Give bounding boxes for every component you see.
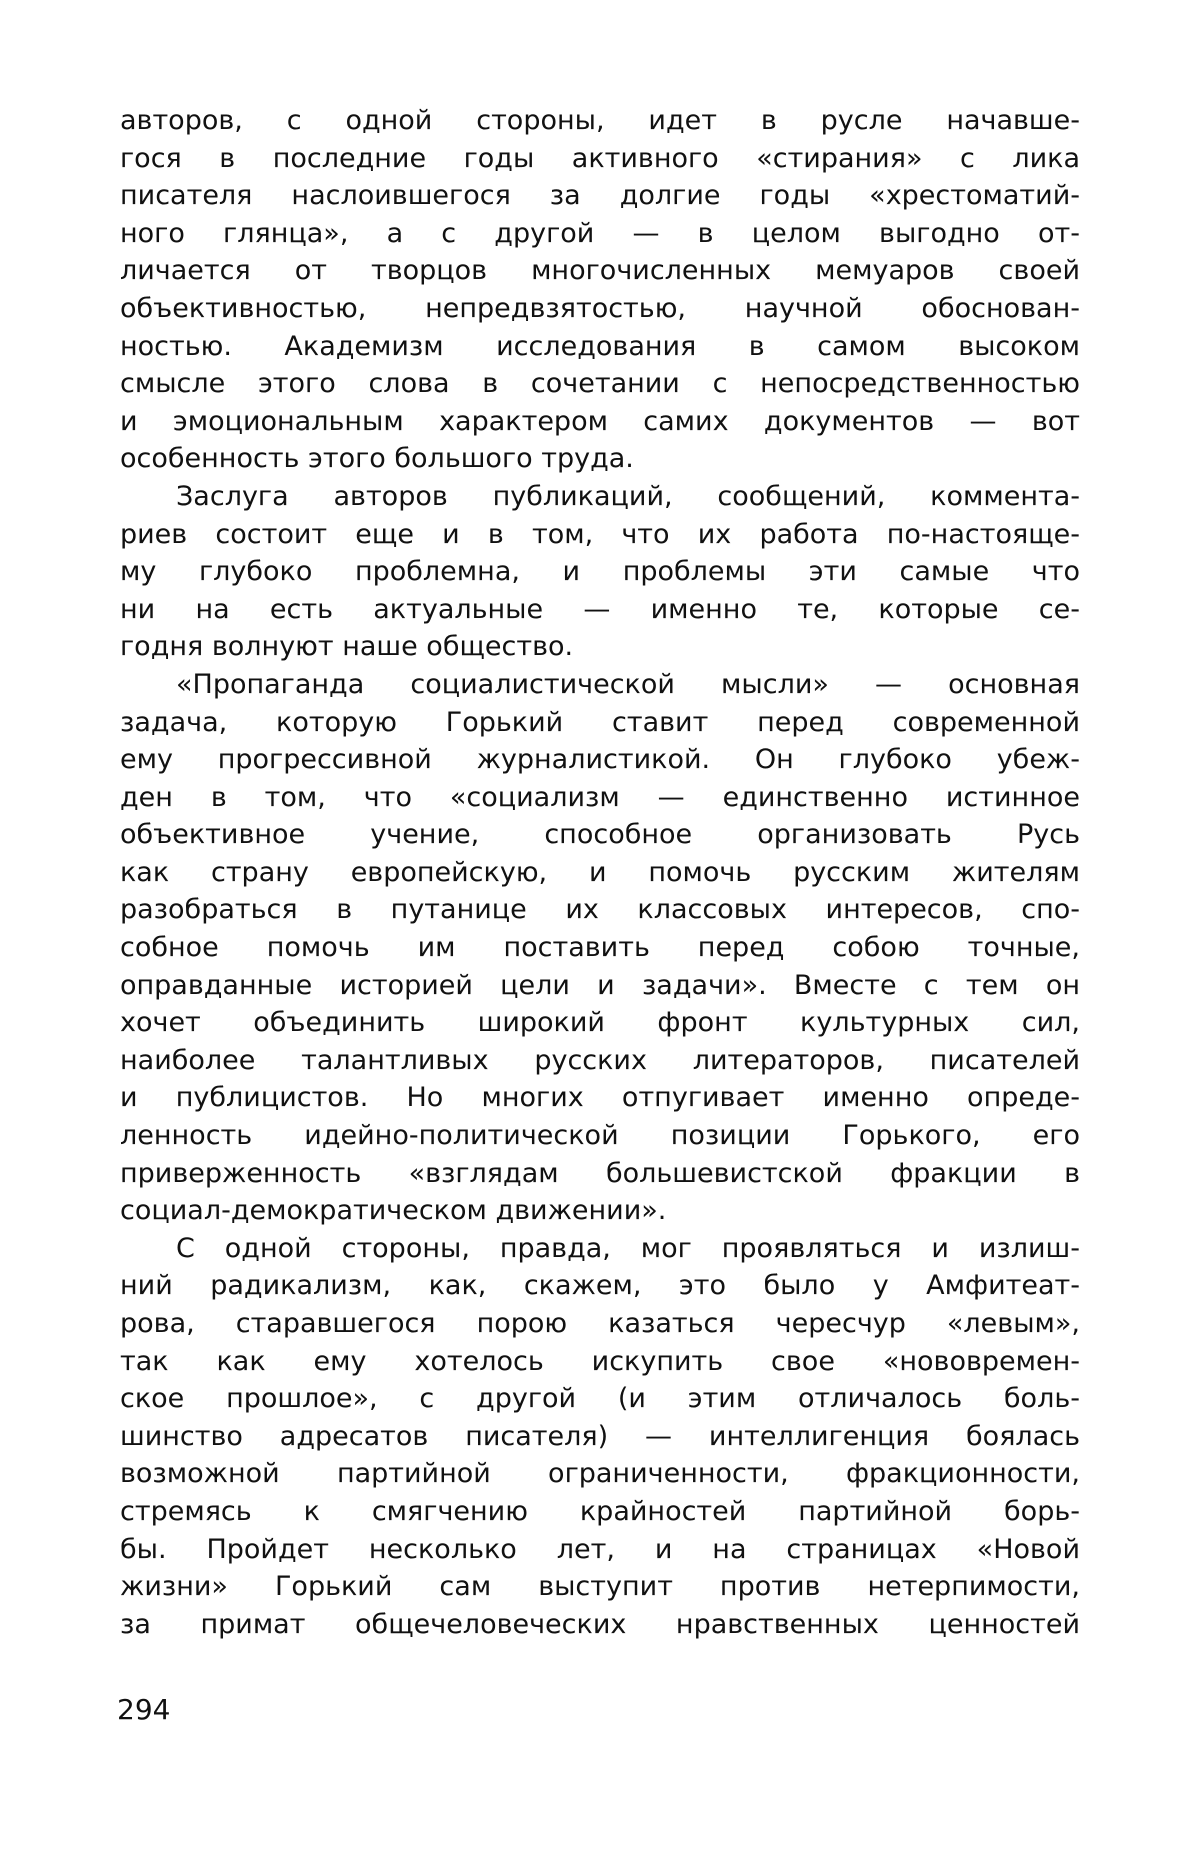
text-line: Заслуга авторов публикаций, сообщений, коммента- — [176, 480, 1080, 512]
text-line: наиболее талантливых русских литераторов, писателей — [120, 1044, 1080, 1076]
text-line: личается от творцов многочисленных мемуаров своей — [120, 255, 1080, 287]
text-line: ностью. Академизм исследования в самом высоком — [120, 330, 1080, 362]
text-line: собное помочь им поставить перед собою точные, — [120, 932, 1080, 964]
text-line: задача, которую Горький ставит перед современной — [120, 706, 1080, 738]
text-line: рова, старавшегося порою казаться чересчур «левым», — [120, 1308, 1080, 1339]
text-line: хочет объединить широкий фронт культурных сил, — [120, 1007, 1080, 1039]
body-text — [120, 102, 1080, 1643]
text-line: С одной стороны, правда, мог проявляться и излиш- — [176, 1232, 1080, 1264]
text-line: гося в последние годы активного «стирания» с лика — [120, 142, 1080, 174]
text-line: ний радикализм, как, скажем, это было у Амфитеат- — [120, 1270, 1080, 1302]
text-line: и публицистов. Но многих отпугивает именно опреде- — [120, 1082, 1080, 1114]
text-line: объективностью, непредвзятостью, научной обоснован- — [120, 292, 1080, 324]
text-line: разобраться в путанице их классовых интересов, спо- — [120, 894, 1080, 926]
text-line: и эмоциональным характером самих документов — вот — [120, 405, 1080, 437]
text-line: му глубоко проблемна, и проблемы эти самые что — [120, 556, 1080, 588]
page-number: 294 — [117, 1693, 171, 1726]
text-line: риев состоит еще и в том, что их работа по-настояще- — [120, 518, 1080, 550]
text-line: стремясь к смягчению крайностей партийной борь- — [120, 1495, 1080, 1527]
text-line: социал-демократическом движении». — [120, 1195, 667, 1227]
text-line: жизни» Горький сам выступит против нетерпимости, — [120, 1571, 1080, 1603]
text-line: писателя наслоившегося за долгие годы «хрестоматий- — [120, 180, 1080, 212]
text-line: ден в том, что «социализм — единственно истинное — [120, 781, 1080, 813]
text-line: оправданные историей цели и задачи». Вместе с тем он — [120, 969, 1080, 1001]
text-line: ское прошлое», с другой (и этим отличалось боль- — [120, 1383, 1080, 1415]
text-line: приверженность «взглядам большевистской фракции в — [120, 1157, 1080, 1189]
text-line: возможной партийной ограниченности, фракционности, — [120, 1458, 1080, 1490]
text-line: шинство адресатов писателя) — интеллигенция боялась — [120, 1420, 1080, 1452]
text-line: «Пропаганда социалистической мысли» — основная — [176, 668, 1080, 700]
text-line: ленность идейно-политической позиции Горького, его — [120, 1120, 1080, 1152]
text-line: за примат общечеловеческих нравственных ценностей — [120, 1608, 1080, 1640]
text-line: ни на есть актуальные — именно те, которые се- — [120, 593, 1080, 625]
text-line: объективное учение, способное организовать Русь — [120, 819, 1080, 851]
text-line: годня волнуют наше общество. — [120, 631, 574, 663]
text-line: ного глянца», а с другой — в целом выгодно от- — [120, 217, 1080, 249]
text-line: смысле этого слова в сочетании с непосредственностью — [120, 368, 1080, 400]
text-line: бы. Пройдет несколько лет, и на страницах «Новой — [120, 1533, 1080, 1565]
text-line: как страну европейскую, и помочь русским жителям — [120, 856, 1080, 888]
text-line: ему прогрессивной журналистикой. Он глубоко убеж- — [120, 744, 1080, 776]
text-line: особенность этого большого труда. — [120, 443, 634, 475]
text-line: так как ему хотелось искупить свое «нововремен- — [120, 1345, 1080, 1377]
text-line: авторов, с одной стороны, идет в русле начавше- — [120, 105, 1080, 136]
